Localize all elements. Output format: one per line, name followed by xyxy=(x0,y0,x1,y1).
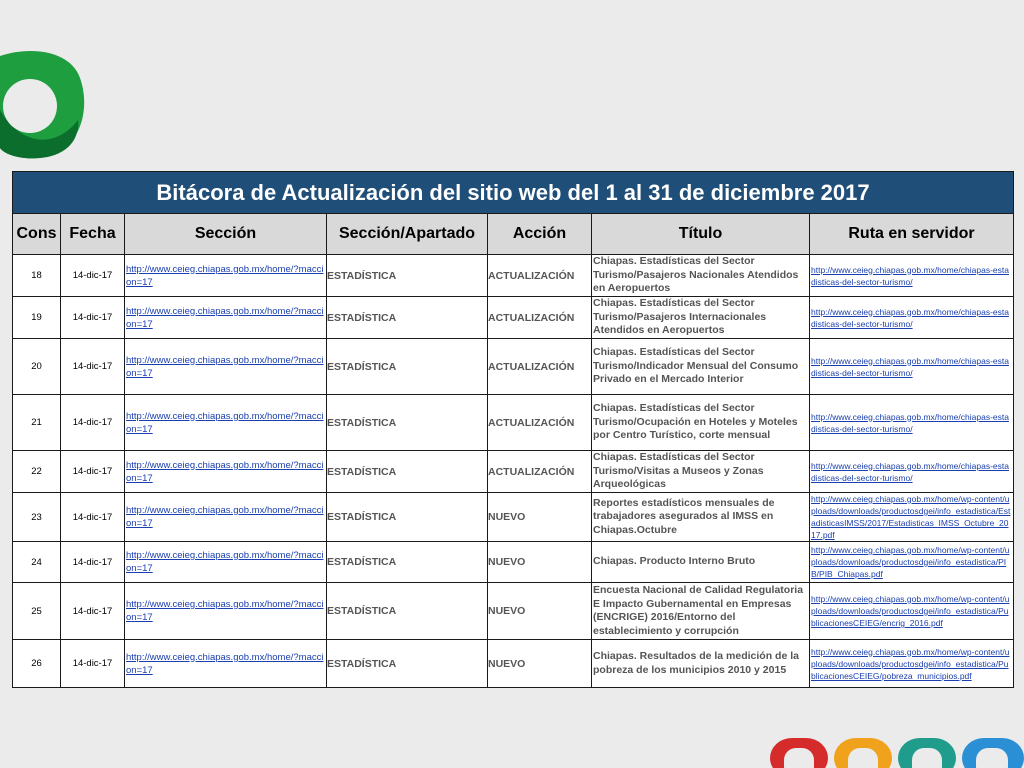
cell-titulo: Chiapas. Estadísticas del Sector Turismo/Pasajeros Nacionales Atendidos en Aeropuertos xyxy=(592,255,810,297)
cell-apartado: ESTADÍSTICA xyxy=(327,542,488,583)
cell-ruta-link[interactable]: http://www.ceieg.chiapas.gob.mx/home/chiapas-estadisticas-del-sector-turismo/ xyxy=(810,339,1014,395)
page-title: Bitácora de Actualización del sitio web del 1 al 31 de diciembre 2017 xyxy=(13,172,1014,214)
cell-apartado: ESTADÍSTICA xyxy=(327,339,488,395)
cell-titulo: Encuesta Nacional de Calidad Regulatoria E Impacto Gubernamental en Empresas (ENCRIGE) 2016/Entorno del establecimiento y corrupción xyxy=(592,583,810,640)
bitacora-table xyxy=(12,171,1014,688)
table-row xyxy=(13,339,1014,395)
cell-cons: 22 xyxy=(13,451,61,493)
table-row xyxy=(13,640,1014,688)
cell-cons: 19 xyxy=(13,297,61,339)
bitacora-table-container xyxy=(12,171,1013,688)
footer-colored-logos-icon xyxy=(768,732,1024,768)
table-row xyxy=(13,542,1014,583)
cell-fecha: 14-dic-17 xyxy=(61,255,125,297)
cell-seccion-link[interactable]: http://www.ceieg.chiapas.gob.mx/home/?maccion=17 xyxy=(125,542,327,583)
cell-ruta-link[interactable]: http://www.ceieg.chiapas.gob.mx/home/wp-content/uploads/downloads/productosdgei/info_estadistica/EstadisticasIMSS/2017/Estadisticas_IMSS_Octubre_2017.pdf xyxy=(810,493,1014,542)
cell-ruta-link[interactable]: http://www.ceieg.chiapas.gob.mx/home/wp-content/uploads/downloads/productosdgei/info_estadistica/PublicacionesCEIEG/pobreza_municipios.pdf xyxy=(810,640,1014,688)
cell-fecha: 14-dic-17 xyxy=(61,451,125,493)
table-row xyxy=(13,255,1014,297)
cell-fecha: 14-dic-17 xyxy=(61,339,125,395)
cell-ruta-link[interactable]: http://www.ceieg.chiapas.gob.mx/home/chiapas-estadisticas-del-sector-turismo/ xyxy=(810,297,1014,339)
table-row xyxy=(13,297,1014,339)
cell-cons: 18 xyxy=(13,255,61,297)
cell-titulo: Reportes estadísticos mensuales de trabajadores asegurados al IMSS en Chiapas.Octubre xyxy=(592,493,810,542)
cell-fecha: 14-dic-17 xyxy=(61,640,125,688)
cell-ruta-link[interactable]: http://www.ceieg.chiapas.gob.mx/home/chiapas-estadisticas-del-sector-turismo/ xyxy=(810,255,1014,297)
column-header-apartado: Sección/Apartado xyxy=(327,214,488,255)
cell-accion: NUEVO xyxy=(488,583,592,640)
table-row xyxy=(13,493,1014,542)
cell-accion: NUEVO xyxy=(488,640,592,688)
column-header-seccion: Sección xyxy=(125,214,327,255)
table-row xyxy=(13,395,1014,451)
cell-apartado: ESTADÍSTICA xyxy=(327,297,488,339)
cell-ruta-link[interactable]: http://www.ceieg.chiapas.gob.mx/home/chiapas-estadisticas-del-sector-turismo/ xyxy=(810,451,1014,493)
cell-cons: 21 xyxy=(13,395,61,451)
cell-seccion-link[interactable]: http://www.ceieg.chiapas.gob.mx/home/?maccion=17 xyxy=(125,339,327,395)
cell-titulo: Chiapas. Resultados de la medición de la pobreza de los municipios 2010 y 2015 xyxy=(592,640,810,688)
table-row xyxy=(13,583,1014,640)
cell-apartado: ESTADÍSTICA xyxy=(327,640,488,688)
cell-seccion-link[interactable]: http://www.ceieg.chiapas.gob.mx/home/?maccion=17 xyxy=(125,255,327,297)
column-header-titulo: Título xyxy=(592,214,810,255)
cell-fecha: 14-dic-17 xyxy=(61,395,125,451)
cell-apartado: ESTADÍSTICA xyxy=(327,493,488,542)
cell-accion: ACTUALIZACIÓN xyxy=(488,255,592,297)
cell-apartado: ESTADÍSTICA xyxy=(327,451,488,493)
cell-accion: ACTUALIZACIÓN xyxy=(488,395,592,451)
cell-ruta-link[interactable]: http://www.ceieg.chiapas.gob.mx/home/chiapas-estadisticas-del-sector-turismo/ xyxy=(810,395,1014,451)
cell-fecha: 14-dic-17 xyxy=(61,583,125,640)
green-logo-icon xyxy=(0,50,85,162)
column-header-accion: Acción xyxy=(488,214,592,255)
cell-accion: ACTUALIZACIÓN xyxy=(488,339,592,395)
column-header-ruta: Ruta en servidor xyxy=(810,214,1014,255)
cell-cons: 23 xyxy=(13,493,61,542)
cell-seccion-link[interactable]: http://www.ceieg.chiapas.gob.mx/home/?maccion=17 xyxy=(125,395,327,451)
cell-titulo: Chiapas. Estadísticas del Sector Turismo/Indicador Mensual del Consumo Privado en el Mercado Interior xyxy=(592,339,810,395)
cell-accion: ACTUALIZACIÓN xyxy=(488,297,592,339)
cell-apartado: ESTADÍSTICA xyxy=(327,255,488,297)
cell-seccion-link[interactable]: http://www.ceieg.chiapas.gob.mx/home/?maccion=17 xyxy=(125,583,327,640)
column-header-cons: Cons xyxy=(13,214,61,255)
cell-ruta-link[interactable]: http://www.ceieg.chiapas.gob.mx/home/wp-content/uploads/downloads/productosdgei/info_estadistica/PublicacionesCEIEG/encrig_2016.pdf xyxy=(810,583,1014,640)
cell-fecha: 14-dic-17 xyxy=(61,493,125,542)
cell-accion: NUEVO xyxy=(488,542,592,583)
cell-fecha: 14-dic-17 xyxy=(61,297,125,339)
table-row xyxy=(13,451,1014,493)
cell-ruta-link[interactable]: http://www.ceieg.chiapas.gob.mx/home/wp-content/uploads/downloads/productosdgei/info_estadistica/PIB/PIB_Chiapas.pdf xyxy=(810,542,1014,583)
cell-titulo: Chiapas. Estadísticas del Sector Turismo/Pasajeros Internacionales Atendidos en Aeropuertos xyxy=(592,297,810,339)
cell-cons: 25 xyxy=(13,583,61,640)
cell-accion: ACTUALIZACIÓN xyxy=(488,451,592,493)
cell-fecha: 14-dic-17 xyxy=(61,542,125,583)
table-header-row xyxy=(13,214,1014,255)
cell-titulo: Chiapas. Estadísticas del Sector Turismo/Ocupación en Hoteles y Moteles por Centro Turístico, corte mensual xyxy=(592,395,810,451)
cell-cons: 24 xyxy=(13,542,61,583)
cell-titulo: Chiapas. Estadísticas del Sector Turismo/Visitas a Museos y Zonas Arqueológicas xyxy=(592,451,810,493)
cell-seccion-link[interactable]: http://www.ceieg.chiapas.gob.mx/home/?maccion=17 xyxy=(125,493,327,542)
cell-apartado: ESTADÍSTICA xyxy=(327,395,488,451)
cell-cons: 26 xyxy=(13,640,61,688)
cell-apartado: ESTADÍSTICA xyxy=(327,583,488,640)
cell-seccion-link[interactable]: http://www.ceieg.chiapas.gob.mx/home/?maccion=17 xyxy=(125,451,327,493)
cell-accion: NUEVO xyxy=(488,493,592,542)
cell-cons: 20 xyxy=(13,339,61,395)
column-header-fecha: Fecha xyxy=(61,214,125,255)
cell-titulo: Chiapas. Producto Interno Bruto xyxy=(592,542,810,583)
cell-seccion-link[interactable]: http://www.ceieg.chiapas.gob.mx/home/?maccion=17 xyxy=(125,640,327,688)
cell-seccion-link[interactable]: http://www.ceieg.chiapas.gob.mx/home/?maccion=17 xyxy=(125,297,327,339)
